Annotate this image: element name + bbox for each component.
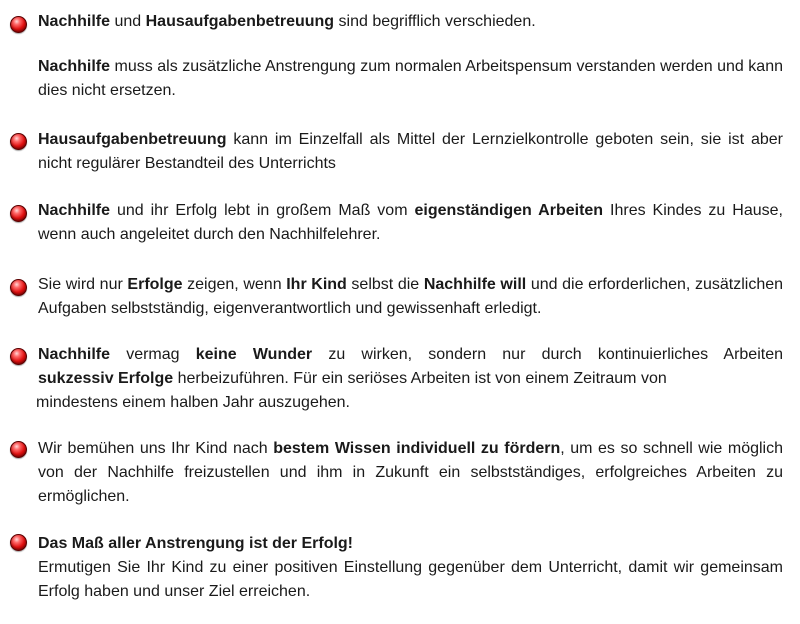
paragraph-6 bbox=[38, 343, 783, 415]
text: Ermutigen Sie Ihr Kind zu einer positiven Einstellung gegenüber dem Unterricht, damit wir gemeinsam Erfolg haben und unser Ziel erreichen. bbox=[38, 559, 783, 600]
bullet-icon bbox=[10, 441, 27, 458]
text-bold: Nachhilfe bbox=[38, 202, 111, 219]
text: kann im Einzelfall als Mittel der Lernzielkontrolle geboten sein, sie ist aber nicht regulärer Bestandteil des Unterrichts bbox=[38, 131, 783, 172]
text: zeigen, wenn bbox=[182, 276, 287, 293]
text-bold: Hausaufgabenbetreuung bbox=[38, 131, 227, 148]
paragraph-8 bbox=[38, 532, 783, 604]
text: und bbox=[110, 13, 146, 30]
text-bold: Nachhilfe bbox=[38, 13, 111, 30]
paragraph-7 bbox=[38, 437, 783, 509]
bullet-icon bbox=[10, 133, 27, 150]
paragraph-5 bbox=[38, 273, 783, 321]
bullet-icon bbox=[10, 279, 27, 296]
paragraph-8-heading bbox=[38, 532, 783, 556]
text-bold: bestem Wissen individuell zu fördern bbox=[273, 440, 561, 457]
text-bold: Hausaufgabenbetreuung bbox=[145, 13, 335, 30]
text-bold: Nachhilfe bbox=[38, 346, 111, 363]
text: muss als zusätzliche Anstrengung zum normalen Arbeitspensum verstanden werden und kann dies nicht ersetzen. bbox=[38, 58, 783, 99]
text: mindestens einem halben Jahr auszugehen. bbox=[36, 394, 350, 411]
text: selbst die bbox=[346, 276, 424, 293]
text-bold: Nachhilfe bbox=[38, 58, 111, 75]
paragraph-6-line-1 bbox=[38, 343, 783, 367]
paragraph-3 bbox=[38, 128, 783, 176]
text: und die erforderlichen, zusätzlichen Aufgaben selbstständig, eigenverantwortlich und gewissenhaft erledigt. bbox=[38, 276, 784, 317]
text: sind begrifflich verschieden. bbox=[334, 13, 536, 30]
paragraph-2 bbox=[38, 55, 783, 103]
text: zu wirken, sondern nur durch kontinuierliches Arbeiten bbox=[312, 346, 783, 363]
text-bold: Das Maß aller Anstrengung ist der Erfolg! bbox=[38, 535, 354, 552]
text: Sie wird nur bbox=[38, 276, 128, 293]
text-bold: Ihr Kind bbox=[286, 276, 347, 293]
paragraph-1 bbox=[38, 10, 783, 34]
text: und ihr Erfolg lebt in großem Maß vom bbox=[110, 202, 415, 219]
text: Wir bemühen uns Ihr Kind nach bbox=[38, 440, 274, 457]
text: Ihres Kindes zu Hause, wenn auch angeleitet durch den Nachhilfelehrer. bbox=[38, 202, 783, 243]
bullet-icon bbox=[10, 534, 27, 551]
bullet-icon bbox=[10, 16, 27, 33]
paragraph-8-body bbox=[38, 556, 783, 604]
paragraph-6-line-3 bbox=[36, 391, 783, 415]
text-bold: Erfolge bbox=[127, 276, 183, 293]
paragraph-6-line-2 bbox=[38, 367, 783, 391]
text: , um es so schnell wie möglich von der Nachhilfe freizustellen und ihm in Zukunft ein selbstständiges, erfolgreiches Arbeiten zu ermöglichen. bbox=[38, 440, 783, 505]
bullet-icon bbox=[10, 348, 27, 365]
text-bold: eigenständigen Arbeiten bbox=[414, 202, 604, 219]
text: vermag bbox=[110, 346, 196, 363]
text: herbeizuführen. Für ein seriöses Arbeiten ist von einem Zeitraum von bbox=[173, 370, 667, 387]
text-bold: Nachhilfe will bbox=[423, 276, 527, 293]
bullet-icon bbox=[10, 205, 27, 222]
paragraph-4 bbox=[38, 199, 783, 247]
text-bold: sukzessiv Erfolge bbox=[38, 370, 174, 387]
text-bold: keine Wunder bbox=[195, 346, 313, 363]
